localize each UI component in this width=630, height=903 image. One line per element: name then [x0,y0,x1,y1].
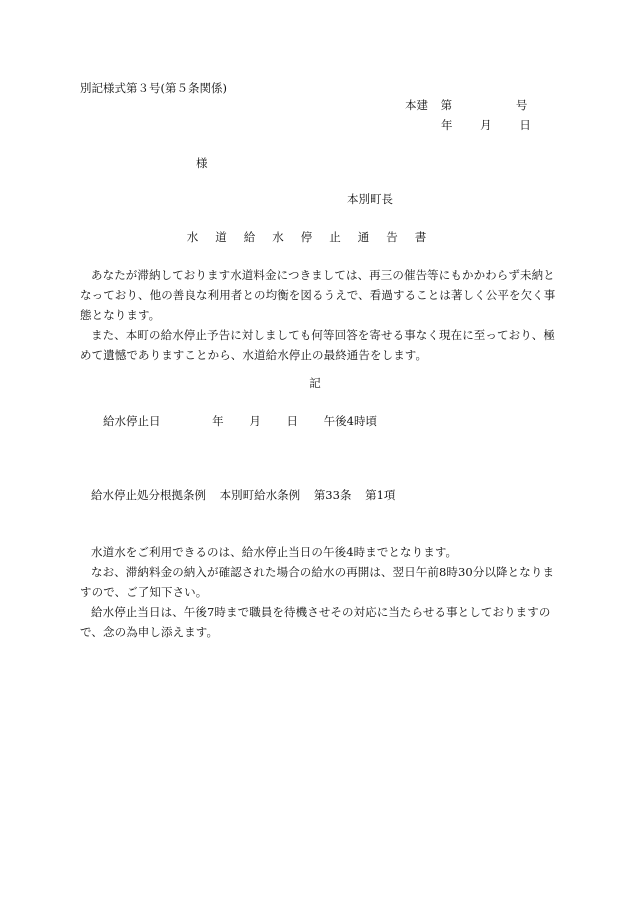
issue-date-month: 月 [480,118,492,132]
stop-date-line [103,416,377,428]
document-title-char: 水 [272,230,293,244]
basis-article: 第33条 [313,488,352,502]
note-paragraph-1: 水道水をご利用できるのは、給水停止当日の午後4時までとなります。 [91,545,458,559]
ki-heading: 記 [309,376,321,390]
document-title-char: 告 [386,230,407,244]
document-title-char: 水 [186,230,208,244]
document-number [405,100,527,112]
note-paragraph-3: 給水停止当日は、午後7時まで職員を待機させその対応に当たらせる事としておりますので、念の為申し添えます。 [80,605,551,639]
document-title-char: 書 [414,230,436,244]
note-paragraph-2: なお、滞納料金の納入が確認された場合の給水の再開は、翌日午前8時30分以降となりますので、ご了知下さい。 [80,565,555,599]
document-title [0,232,630,244]
stop-date-label: 給水停止日 [103,414,161,428]
document-title-char: 道 [215,230,236,244]
document-title-text [187,230,444,244]
issuer-name: 本別町長 [347,192,393,206]
basis-label: 給水停止処分根拠条例 [91,488,206,502]
issue-date [441,120,531,132]
notice-paragraph-1: あなたが滞納しております水道料金につきましては、再三の催告等にもかかわらず未納となっており、他の善良な利用者との均衡を図るうえで、看過することは著しく公平を欠く事態となります。 [80,268,556,322]
stop-date-month: 月 [249,414,261,428]
notice-paragraph-2: また、本町の給水停止予告に対しましても何等回答を寄せる事なく現在に至っており、極めて遺憾でありますことから、水道給水停止の最終通告をします。 [80,328,555,362]
basis-line [91,490,395,502]
document-number-dai: 第 [440,98,453,112]
document-title-char: 通 [357,230,379,244]
document-title-char: 停 [300,230,322,244]
issue-date-day: 日 [519,118,531,132]
stop-date-time: 午後4時頃 [323,414,377,428]
form-label: 別記様式第３号(第５条関係) [80,81,227,95]
document-number-go: 号 [515,98,528,112]
notes-body [80,542,557,642]
notice-body [80,265,557,365]
addressee-honorific: 様 [196,156,208,170]
issue-date-year: 年 [441,118,453,132]
document-title-char: 止 [329,230,350,244]
document-title-char: 給 [243,230,265,244]
basis-ordinance: 本別町給水条例 [219,488,301,502]
document-number-prefix: 本建 [405,98,428,112]
stop-date-day: 日 [286,414,298,428]
stop-date-year: 年 [212,414,224,428]
basis-clause: 第1項 [365,488,396,502]
